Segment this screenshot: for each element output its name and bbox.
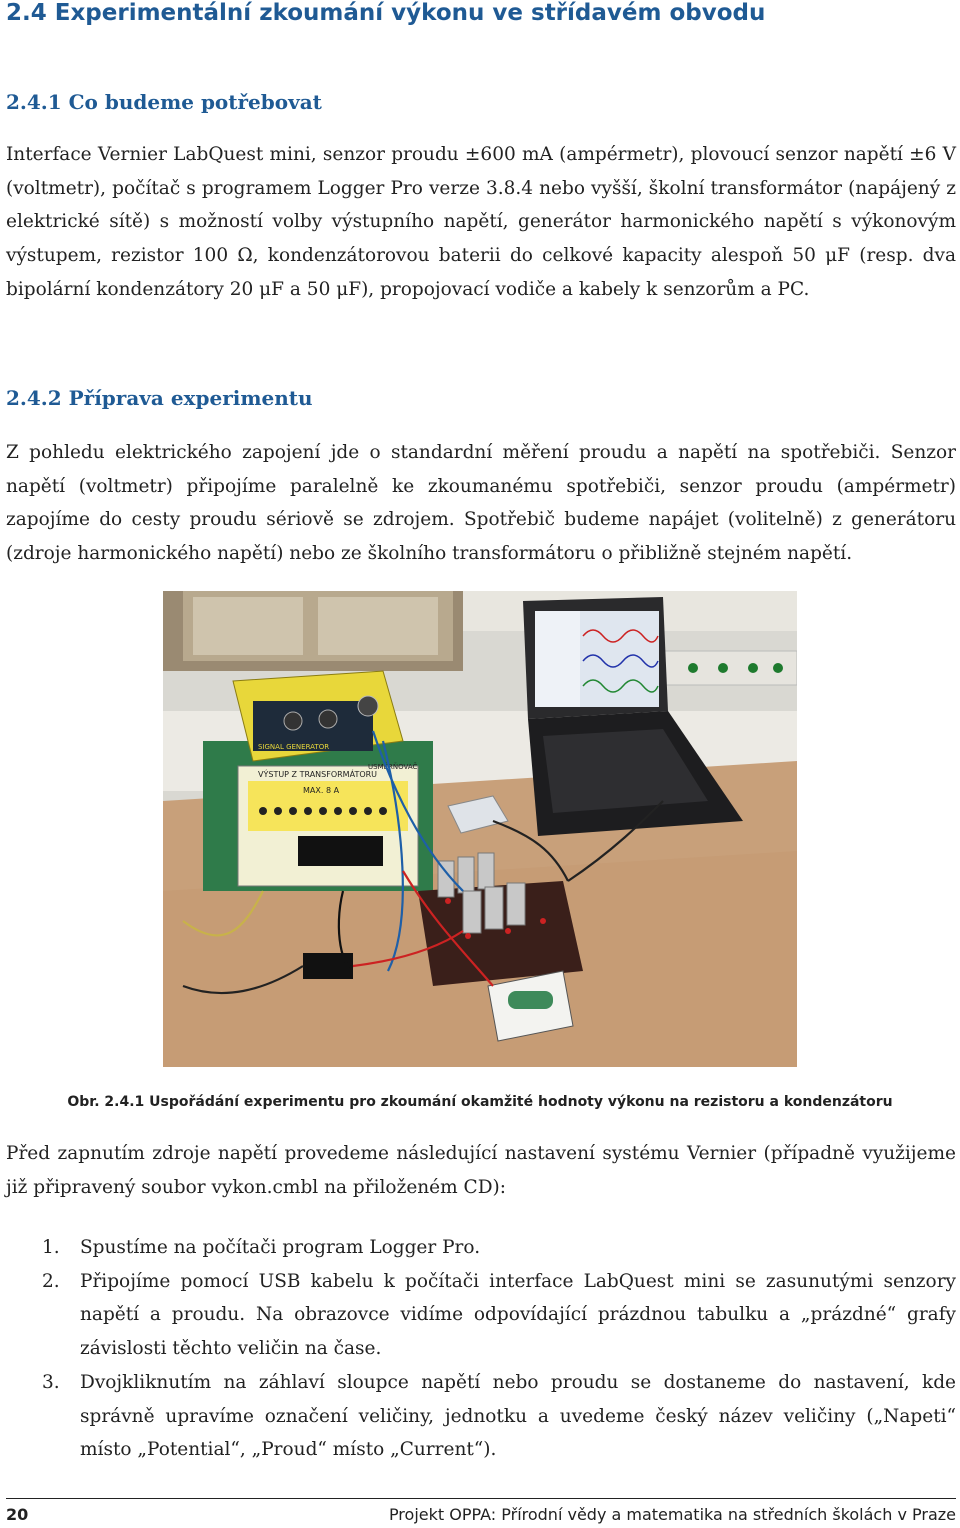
page-number: 20 [6, 1505, 29, 1524]
list-item-text: Spustíme na počítači program Logger Pro. [80, 1237, 481, 1258]
section-heading-needs: 2.4.1 Co budeme potřebovat [6, 90, 322, 114]
list-item [0, 1265, 956, 1366]
list-item-text: Dvojkliknutím na záhlaví sloupce napětí nebo proudu se dostaneme do nastavení, kde správně upravíme označení veličiny, jednotku a uvedeme český název veličiny („Napeti“ místo „Potential“, „Proud“ místo „Current“). [80, 1371, 956, 1461]
list-item [0, 1231, 956, 1265]
footer-divider [6, 1498, 956, 1499]
experiment-photo [163, 591, 797, 1067]
section-heading-preparation: 2.4.2 Příprava experimentu [6, 386, 313, 410]
generator-label: SIGNAL GENERATOR [258, 743, 330, 751]
list-item [0, 1366, 956, 1467]
setup-steps-list [0, 1231, 960, 1467]
page-title: 2.4 Experimentální zkoumání výkonu ve střídavém obvodu [6, 0, 766, 26]
footer-project: Projekt OPPA: Přírodní vědy a matematika na středních školách v Praze [388, 1505, 956, 1524]
list-item-number: 1. [42, 1237, 60, 1258]
paragraph-equipment: Interface Vernier LabQuest mini, senzor proudu ±600 mA (ampérmetr), plovoucí senzor napětí ±6 V (voltmetr), počítač s programem Logger Pro verze 3.8.4 nebo vyšší, školní transformátor (napájený z elektrické sítě) s možností volby výstupního napětí, generátor harmonického napětí s výkonovým výstupem, rezistor 100 Ω, kondenzátorovou baterii do celkové kapacity alespoň 50 μF (resp. dva bipolární kondenzátory 20 μF a 50 μF), propojovací vodiče a kabely k senzorům a PC. [6, 144, 956, 300]
transformer-label: VÝSTUP Z TRANSFORMÁTORU [258, 770, 378, 779]
rectifier-label: USMĚRŇOVAČ [368, 763, 418, 771]
paragraph-wiring: Z pohledu elektrického zapojení jde o standardní měření proudu a napětí na spotřebiči. Senzor napětí (voltmetr) připojíme paralelně ke zkoumanému spotřebiči, senzor proudu (ampérmetr) zapojíme do cesty proudu sériově se zdrojem. Spotřebič budeme napájet (volitelně) z generátoru (zdroje harmonického napětí) nebo ze školního transformátoru o přibližně stejném napětí. [6, 442, 956, 565]
list-item-number: 3. [42, 1371, 60, 1393]
list-item-number: 2. [42, 1270, 60, 1292]
paragraph-setup: Před zapnutím zdroje napětí provedeme následující nastavení systému Vernier (případně využijeme již připravený soubor vykon.cmbl na přiloženém CD): [6, 1143, 956, 1198]
figure-caption: Obr. 2.4.1 Uspořádání experimentu pro zkoumání okamžité hodnoty výkonu na rezistoru a kondenzátoru [67, 1094, 893, 1110]
list-item-text: Připojíme pomocí USB kabelu k počítači interface LabQuest mini se zasunutými senzory napětí a proudu. Na obrazovce vidíme odpovídající prázdnou tabulku a „prázdné“ grafy závislosti těchto veličin na čase. [80, 1270, 956, 1360]
transformer-sub-label: MAX. 8 A [303, 786, 340, 795]
